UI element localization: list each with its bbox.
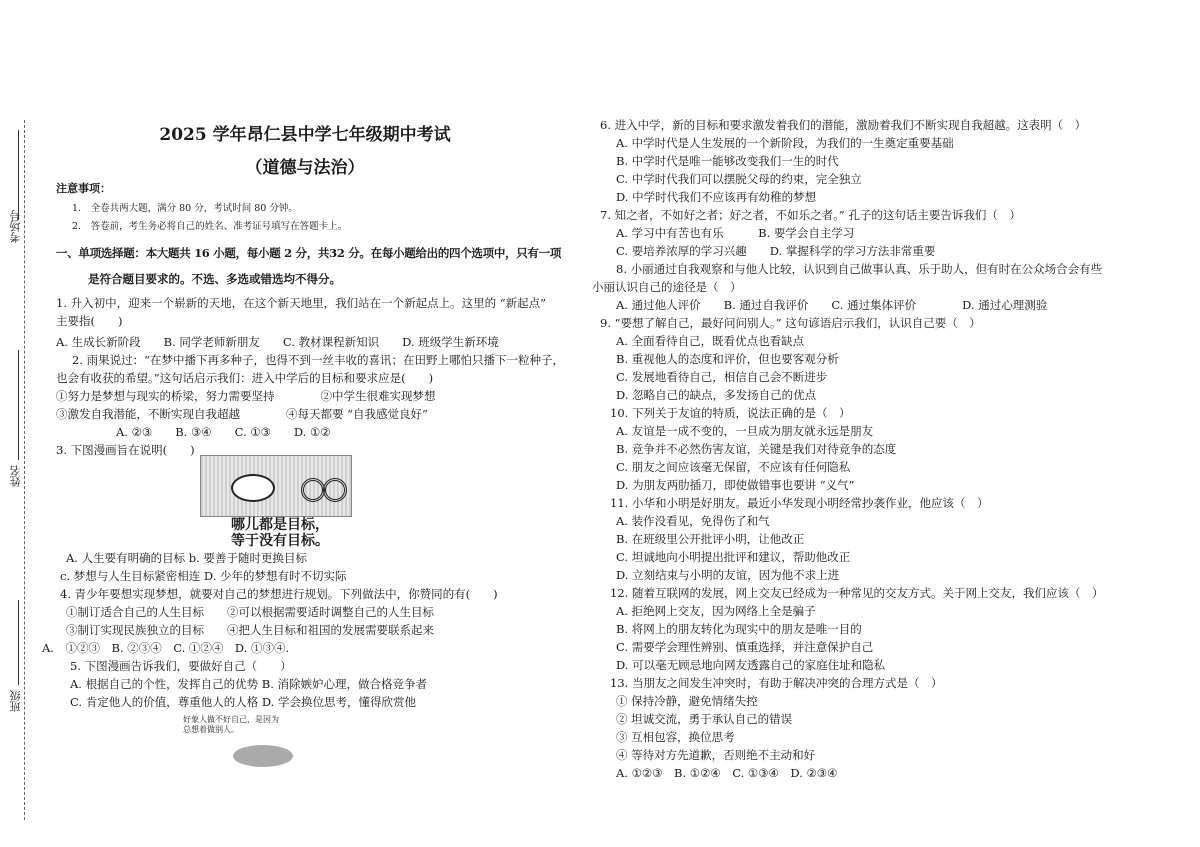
question-line: 9. “要想了解自己，最好问问别人。” 这句谚语启示我们，认识自己要（ ）: [600, 316, 981, 330]
option-line: C. 需要学会理性辨别、慎重选择，并注意保护自己: [616, 640, 874, 654]
option-line: A. 学习中有苦也有乐 B. 要学会自主学习: [616, 226, 855, 240]
target-icon: [301, 478, 325, 502]
question-line: 6. 进入中学，新的目标和要求激发着我们的潜能，激励着我们不断实现自我超越。这表明（ ）: [600, 118, 1087, 132]
option-line: D. 为朋友两肋插刀，即使做错事也要讲 “义气”: [616, 478, 855, 492]
caption-line: 好象人做不好自己，是因为: [183, 715, 279, 724]
note-item: 2. 答卷前，考生务必将自己的姓名、准考证号填写在答题卡上。: [72, 221, 348, 232]
option-line: c. 梦想与人生目标紧密相连 D. 少年的梦想有时不切实际: [60, 569, 347, 583]
option-line: ①努力是梦想与现实的桥梁，努力需要坚持 ②中学生很难实现梦想: [56, 389, 436, 403]
right-column: [592, 116, 1160, 782]
target-cartoon: [200, 455, 352, 517]
question-line: 1. 升入初中，迎来一个崭新的天地，在这个新天地里，我们站在一个新起点上。这里的 “新起点”: [56, 296, 547, 310]
cartoon-figure-icon: [233, 745, 293, 767]
option-line: D. 立刻结束与小明的友谊，因为他不求上进: [616, 568, 840, 582]
exam-subtitle: （道德与法治）: [245, 158, 365, 178]
left-column: [56, 180, 586, 459]
question-line: 13. 当朋友之间发生冲突时，有助于解决冲突的合理方式是（ ）: [610, 676, 943, 690]
exam-title: 2025 学年昂仁县中学七年级期中考试: [159, 125, 451, 145]
option-line: D. 可以毫无顾忌地向网友透露自己的家庭住址和隐私: [616, 658, 886, 672]
option-line: A. ①②③ B. ②③④ C. ①②④ D. ①③④.: [42, 641, 290, 655]
option-line: B. 在班级里公开批评小明，让他改正: [616, 532, 805, 546]
option-line: C. 发展地看待自己，相信自己会不断进步: [616, 370, 828, 384]
exam-no-rule: [18, 130, 19, 220]
question-line: 11. 小华和小明是好朋友。最近小华发现小明经常抄袭作业，他应该（ ）: [610, 496, 989, 510]
option-line: B. 重视他人的态度和评价，但也要客观分析: [616, 352, 839, 366]
section-heading: 一、单项选择题：本大题共 16 小题，每小题 2 分，共32 分。在每小题给出的四个选项中，只有一项: [56, 246, 562, 260]
option-line: A. 通过他人评价 B. 通过自我评价 C. 通过集体评价 D. 通过心理测验: [616, 298, 1048, 312]
option-line: ③ 互相包容，换位思考: [616, 730, 735, 744]
face-icon: [231, 474, 275, 502]
name-rule: [18, 350, 19, 460]
question-line: 4. 青少年要想实现梦想，就要对自己的梦想进行规划。下列做法中，你赞同的有( ): [60, 587, 498, 601]
option-line: ①制订适合自己的人生目标 ②可以根据需要适时调整自己的人生目标: [66, 605, 434, 619]
left-column-lower: [42, 549, 586, 711]
option-line: C. 要培养浓厚的学习兴趣 D. 掌握科学的学习方法非常重要: [616, 244, 936, 258]
class-rule: [18, 600, 19, 685]
option-line: A. 人生要有明确的目标 b. 要善于随时更换目标: [66, 551, 307, 565]
option-line: ③激发自我潜能，不断实现自我超越 ④每天都要 “自我感觉良好”: [56, 407, 428, 421]
option-line: C. 坦诚地向小明提出批评和建议，帮助他改正: [616, 550, 851, 564]
section-heading-cont: 是符合题目要求的。不选、多选或错选均不得分。: [88, 272, 341, 286]
name-label: 姓名: [9, 465, 22, 487]
option-line: A. 装作没看见，免得伤了和气: [616, 514, 770, 528]
option-line: D. 中学时代我们不应该再有幼稚的梦想: [616, 190, 817, 204]
cartoon-caption: [205, 517, 355, 549]
question-line: 3. 下图漫画旨在说明( ): [56, 443, 195, 457]
question-line: 5. 下图漫画告诉我们，要做好自己（ ）: [70, 659, 292, 673]
question-line: 10. 下列关于友谊的特质，说法正确的是（ ）: [610, 406, 851, 420]
self-cartoon: [183, 715, 333, 775]
option-line: A. 全面看待自己，既看优点也看缺点: [616, 334, 805, 348]
option-line: A. 生成长新阶段 B. 同学老师新朋友 C. 教材课程新知识 D. 班级学生新环境: [56, 335, 499, 349]
option-line: B. 将网上的朋友转化为现实中的朋友是唯一目的: [616, 622, 862, 636]
option-line: ④ 等待对方先道歉，否则绝不主动和好: [616, 748, 816, 762]
question-line: 7. 知之者，不如好之者；好之者，不如乐之者。” 孔子的这句话主要告诉我们（ ）: [600, 208, 1021, 222]
option-line: A. ②③ B. ③④ C. ①③ D. ①②: [116, 425, 331, 439]
cartoon-caption-2: [183, 715, 333, 735]
exam-no-label: 考场号: [9, 210, 22, 243]
option-line: B. 竞争并不必然伤害友谊，关键是我们对待竞争的态度: [616, 442, 897, 456]
option-line: ② 坦诚交流，勇于承认自己的错误: [616, 712, 793, 726]
option-line: A. ①②③ B. ①②④ C. ①③④ D. ②③④: [616, 766, 838, 780]
option-line: ① 保持冷静，避免情绪失控: [616, 694, 758, 708]
option-line: C. 朋友之间应该毫无保留，不应该有任何隐私: [616, 460, 851, 474]
question-line: 8. 小丽通过自我观察和与他人比较，认识到自己做事认真、乐于助人，但有时在公众场合会有些: [616, 262, 1103, 276]
option-line: C. 中学时代我们可以摆脱父母的约束，完全独立: [616, 172, 862, 186]
option-line: D. 忽略自己的缺点，多发扬自己的优点: [616, 388, 817, 402]
option-line: ③制订实现民族独立的目标 ④把人生目标和祖国的发展需要联系起来: [66, 623, 434, 637]
caption-line: 哪儿都是目标，: [231, 517, 329, 533]
note-item: 1. 全卷共两大题，满分 80 分，考试时间 80 分钟。: [72, 203, 298, 214]
class-label: 班级: [9, 690, 22, 712]
question-line: 12. 随着互联网的发展，网上交友已经成为一种常见的交友方式。关于网上交友，我们应该（ ）: [610, 586, 1104, 600]
option-line: B. 中学时代是唯一能够改变我们一生的时代: [616, 154, 839, 168]
option-line: A. 根据自己的个性，发挥自己的优势 B. 消除嫉妒心理，做合格竞争者: [70, 677, 428, 691]
option-line: C. 肯定他人的价值，尊重他人的人格 D. 学会换位思考，懂得欣赏他: [70, 695, 416, 709]
option-line: A. 中学时代是人生发展的一个新阶段，为我们的一生奠定重要基础: [616, 136, 954, 150]
question-line: 主要指( ): [56, 314, 123, 328]
question-line: 小丽认识自己的途径是（ ）: [592, 280, 742, 294]
question-line: 也会有收获的希望。”这句话启示我们：进入中学后的目标和要求应是( ): [56, 371, 434, 385]
caption-line: 总想着做别人。: [183, 725, 239, 734]
option-line: A. 友谊是一成不变的，一旦成为朋友就永远是朋友: [616, 424, 874, 438]
target-icon: [323, 478, 347, 502]
question-line: 2. 雨果说过：“在梦中播下再多种子，也得不到一丝丰收的喜讯；在田野上哪怕只播下一粒种子，: [72, 353, 565, 367]
notes-heading: 注意事项：: [56, 182, 111, 195]
option-line: A. 拒绝网上交友，因为网络上全是骗子: [616, 604, 816, 618]
binding-line: [24, 120, 26, 820]
caption-line: 等于没有目标。: [231, 533, 329, 549]
